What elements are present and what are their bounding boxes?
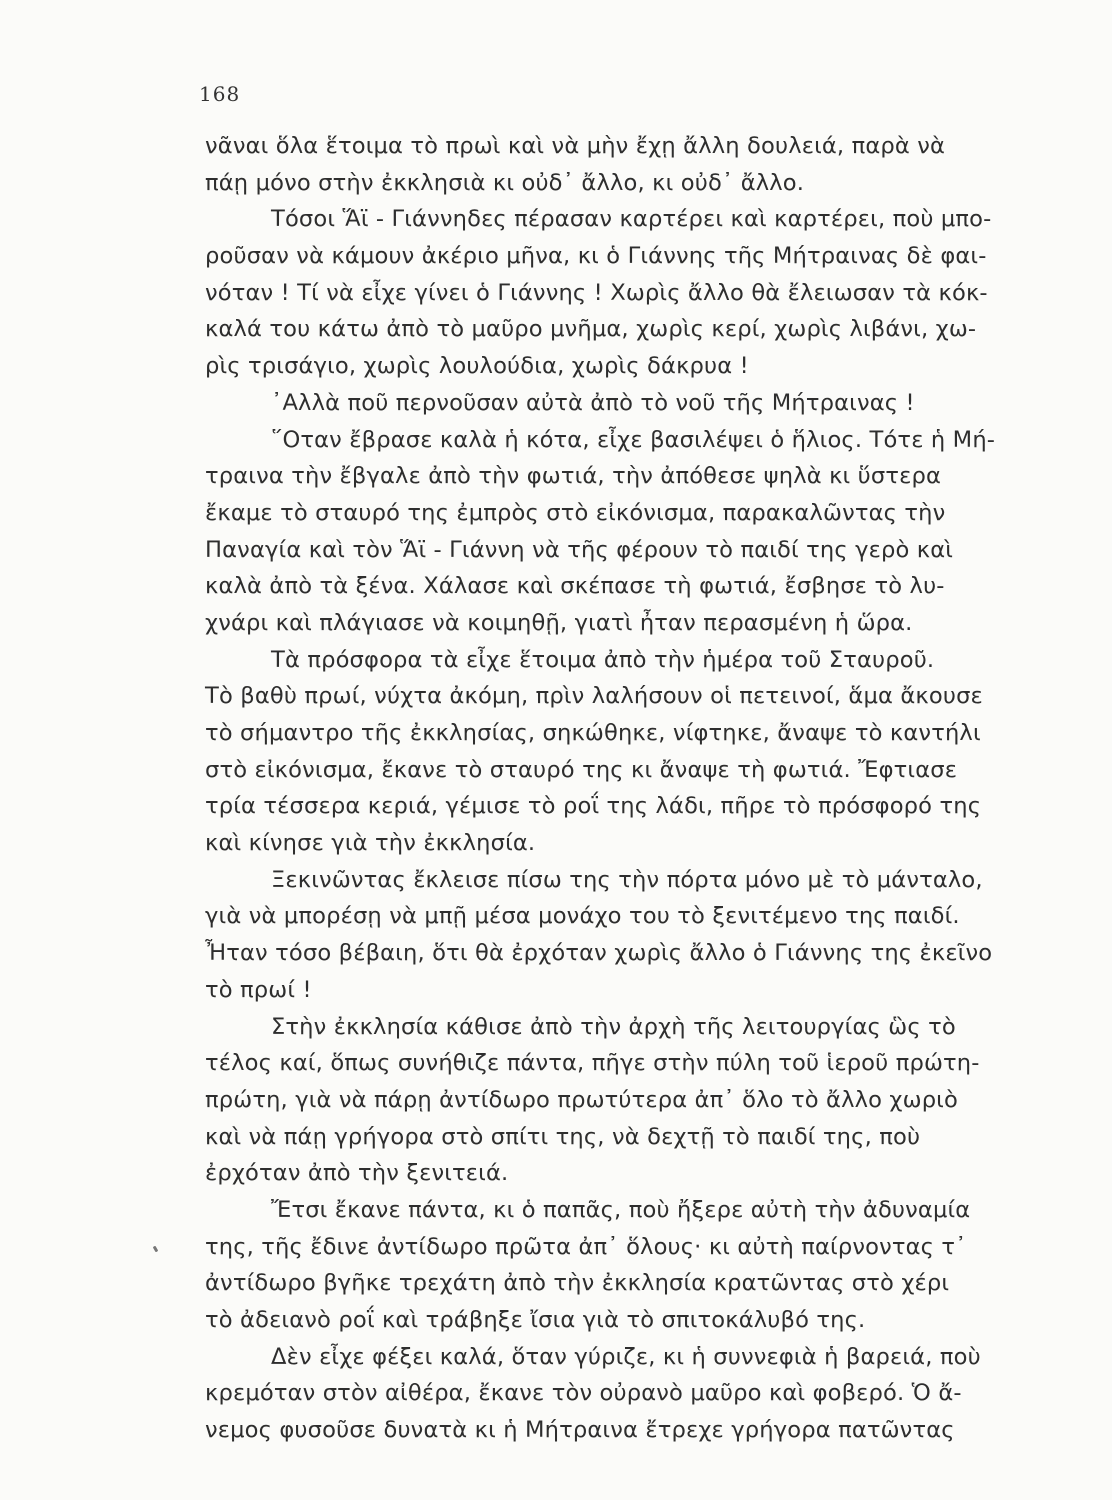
text-line: τὸ ἀδειανὸ ροΐ καὶ τράβηξε ἴσια γιὰ τὸ σπιτοκάλυβό της.: [205, 1307, 866, 1333]
text-line: Τὰ πρόσφορα τὰ εἶχε ἕτοιμα ἀπὸ τὴν ἡμέρα τοῦ Σταυροῦ.: [271, 646, 935, 673]
text-line: γιὰ νὰ μπορέσῃ νὰ μπῇ μέσα μονάχο του τὸ ξενιτέμενο της παιδί.: [205, 903, 960, 930]
text-line: καὶ νὰ πάῃ γρήγορα στὸ σπίτι της, νὰ δεχτῇ τὸ παιδί της, ποὺ: [205, 1123, 921, 1150]
text-line: ῞Οταν ἔβρασε καλὰ ἡ κότα, εἶχε βασιλέψει ὁ ἥλιος. Τότε ἡ Μή-: [271, 426, 996, 453]
text-line: στὸ εἰκόνισμα, ἔκανε τὸ σταυρό της κι ἄναψε τὴ φωτιά. Ἔφτιασε: [205, 756, 958, 783]
text-line: πρώτη, γιὰ νὰ πάρῃ ἀντίδωρο πρωτύτερα ἀπ᾽ ὅλο τὸ ἄλλο χωριὸ: [205, 1086, 958, 1113]
ink-speck: [153, 1246, 159, 1253]
text-line: ᾽Αλλὰ ποῦ περνοῦσαν αὐτὰ ἀπὸ τὸ νοῦ τῆς Μήτραινας !: [271, 389, 915, 416]
text-line: Ἦταν τόσο βέβαιη, ὅτι θὰ ἐρχόταν χωρὶς ἄλλο ὁ Γιάννης της ἐκεῖνο: [205, 940, 993, 967]
body-text: [205, 128, 1063, 1449]
text-line: τρία τέσσερα κεριά, γέμισε τὸ ροΐ της λάδι, πῆρε τὸ πρόσφορό της: [205, 793, 982, 820]
text-line: ἀντίδωρο βγῆκε τρεχάτη ἀπὸ τὴν ἐκκλησία κρατῶντας στὸ χέρι: [205, 1270, 950, 1297]
text-line: Δὲν εἶχε φέξει καλά, ὅταν γύριζε, κι ἡ συννεφιὰ ἡ βαρειά, ποὺ: [271, 1343, 981, 1370]
text-line: ροῦσαν νὰ κάμουν ἀκέριο μῆνα, κι ὁ Γιάννης τῆς Μήτραινας δὲ φαι-: [205, 243, 987, 270]
text-line: νᾶναι ὅλα ἕτοιμα τὸ πρωὶ καὶ νὰ μὴν ἔχῃ ἄλλη δουλειά, παρὰ νὰ: [205, 133, 946, 159]
text-line: καλά του κάτω ἀπὸ τὸ μαῦρο μνῆμα, χωρὶς κερί, χωρὶς λιβάνι, χω-: [205, 316, 977, 343]
text-line: Στὴν ἐκκλησία κάθισε ἀπὸ τὴν ἀρχὴ τῆς λειτουργίας ὣς τὸ: [271, 1013, 956, 1040]
text-line: Παναγία καὶ τὸν Ἅϊ - Γιάννη νὰ τῆς φέρουν τὸ παιδί της γερὸ καὶ: [205, 536, 954, 563]
text-line: καὶ κίνησε γιὰ τὴν ἐκκλησία.: [205, 830, 536, 857]
text-line: τὸ σήμαντρο τῆς ἐκκλησίας, σηκώθηκε, νίφτηκε, ἄναψε τὸ καντήλι: [205, 720, 981, 746]
text-line: Ξεκινῶντας ἔκλεισε πίσω της τὴν πόρτα μόνο μὲ τὸ μάνταλο,: [271, 866, 983, 893]
text-line: ἐρχόταν ἀπὸ τὴν ξενιτειά.: [205, 1160, 509, 1187]
page-number: 168: [199, 82, 241, 106]
text-line: Τὸ βαθὺ πρωί, νύχτα ἀκόμη, πρὶν λαλήσουν οἱ πετεινοί, ἅμα ἄκουσε: [205, 683, 983, 710]
text-line: κρεμόταν στὸν αἰθέρα, ἔκανε τὸν οὐρανὸ μαῦρο καὶ φοβερό. Ὁ ἄ-: [205, 1380, 962, 1407]
text-line: τραινα τὴν ἔβγαλε ἀπὸ τὴν φωτιά, τὴν ἀπόθεσε ψηλὰ κι ὕστερα: [205, 463, 942, 490]
text-line: χνάρι καὶ πλάγιασε νὰ κοιμηθῇ, γιατὶ ἦταν περασμένη ἡ ὥρα.: [205, 609, 913, 636]
text-line: νόταν ! Τί νὰ εἶχε γίνει ὁ Γιάννης ! Χωρὶς ἄλλο θὰ ἔλειωσαν τὰ κόκ-: [205, 279, 988, 306]
text-line: τέλος καί, ὅπως συνήθιζε πάντα, πῆγε στὴν πύλη τοῦ ἱεροῦ πρώτη-: [205, 1050, 980, 1077]
text-line: καλὰ ἀπὸ τὰ ξένα. Χάλασε καὶ σκέπασε τὴ φωτιά, ἔσβησε τὸ λυ-: [205, 573, 945, 600]
text-line: νεμος φυσοῦσε δυνατὰ κι ἡ Μήτραινα ἔτρεχε γρήγορα πατῶντας: [205, 1417, 955, 1444]
text-line: της, τῆς ἔδινε ἀντίδωρο πρῶτα ἀπ᾽ ὅλους· κι αὐτὴ παίρνοντας τ᾽: [205, 1233, 967, 1260]
text-line: πάῃ μόνο στὴν ἐκκλησιὰ κι οὐδ᾽ ἄλλο, κι οὐδ᾽ ἄλλο.: [205, 169, 805, 196]
text-line: ἔκαμε τὸ σταυρό της ἐμπρὸς στὸ εἰκόνισμα, παρακαλῶντας τὴν: [205, 499, 946, 526]
text-line: ρὶς τρισάγιο, χωρὶς λουλούδια, χωρὶς δάκρυα !: [205, 353, 749, 380]
text-line: Ἔτσι ἔκανε πάντα, κι ὁ παπᾶς, ποὺ ἤξερε αὐτὴ τὴν ἀδυναμία: [271, 1196, 971, 1223]
text-line: τὸ πρωί !: [205, 976, 312, 1003]
text-line: Τόσοι Ἅϊ - Γιάννηδες πέρασαν καρτέρει καὶ καρτέρει, ποὺ μπο-: [271, 206, 992, 233]
